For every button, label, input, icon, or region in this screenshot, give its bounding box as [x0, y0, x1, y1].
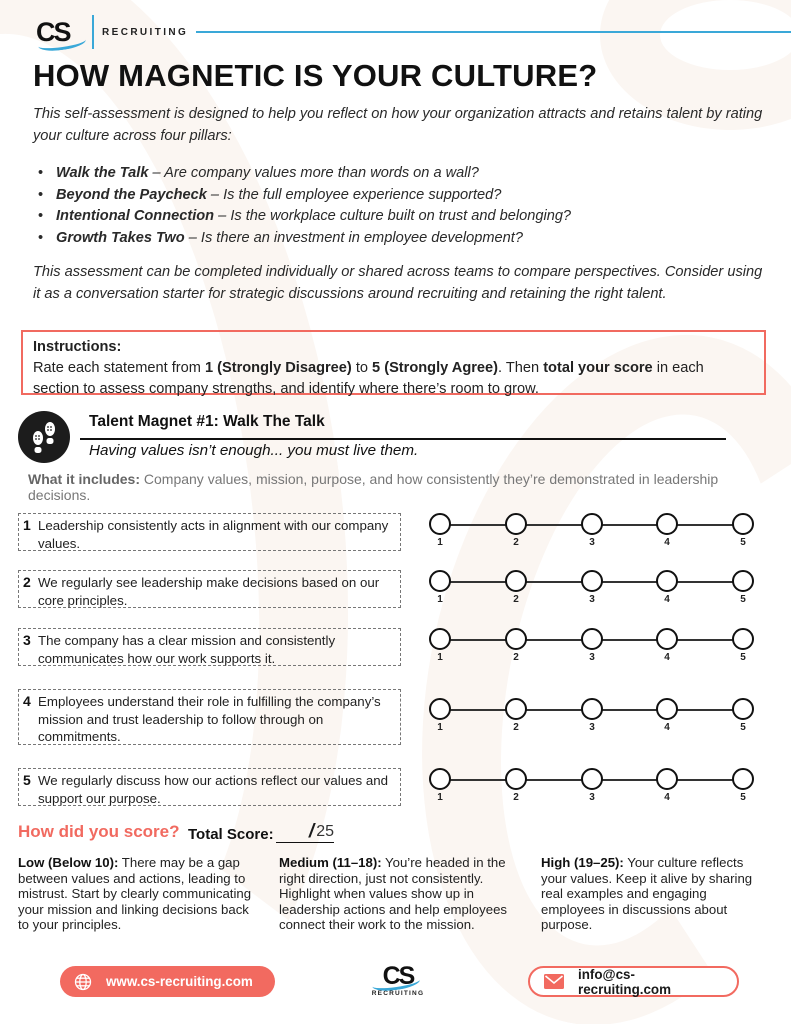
rating-option-1[interactable]: 1 [428, 768, 452, 803]
radio-circle-icon[interactable] [429, 570, 451, 592]
radio-circle-icon[interactable] [429, 628, 451, 650]
rating-option-1[interactable]: 1 [428, 698, 452, 733]
rating-option-2[interactable]: 2 [504, 570, 528, 605]
radio-circle-icon[interactable] [429, 698, 451, 720]
radio-circle-icon[interactable] [656, 570, 678, 592]
rating-option-2[interactable]: 2 [504, 628, 528, 663]
pillars-list [38, 163, 758, 249]
rating-option-3[interactable]: 3 [580, 628, 604, 663]
intro-text: This self-assessment is designed to help you reflect on how your organization attracts and retains talent by rating your culture across four pillars: [33, 106, 763, 144]
instructions-title: Instructions: [33, 339, 122, 355]
rating-option-5[interactable]: 5 [731, 698, 755, 733]
cs-logo: CS [36, 14, 86, 50]
statement-1: 1 Leadership consistently acts in alignment with our company values. [18, 513, 401, 551]
rating-option-3[interactable]: 3 [580, 698, 604, 733]
header-rule [196, 31, 791, 33]
statement-3: 3 The company has a clear mission and consistently communicates how our work supports it. [18, 628, 401, 666]
rating-option-2[interactable]: 2 [504, 698, 528, 733]
email-link[interactable]: info@cs-recruiting.com [528, 966, 739, 997]
website-link[interactable]: www.cs-recruiting.com [60, 966, 275, 997]
pillar-item: • Growth Takes Two – Is there an investment in employee development? [38, 229, 523, 246]
rating-option-5[interactable]: 5 [731, 768, 755, 803]
pillar-item: • Intentional Connection – Is the workplace culture built on trust and belonging? [38, 208, 572, 224]
envelope-icon [544, 974, 564, 989]
radio-circle-icon[interactable] [581, 628, 603, 650]
score-heading: How did you score? [18, 822, 180, 841]
tier-low: Low (Below 10): There may be a gap between values and actions, leading to mistrust. Start by clearly communicating your mission and linking decisions back to your principles. [18, 855, 252, 932]
rating-option-5[interactable]: 5 [731, 570, 755, 605]
radio-circle-icon[interactable] [732, 768, 754, 790]
pillar-item: • Beyond the Paycheck – Is the full employee experience supported? [38, 186, 502, 203]
globe-icon [74, 973, 92, 991]
radio-circle-icon[interactable] [429, 768, 451, 790]
rating-scale-5 [428, 768, 758, 806]
rating-option-5[interactable]: 5 [731, 628, 755, 663]
logo-divider [92, 15, 94, 49]
radio-circle-icon[interactable] [505, 513, 527, 535]
closing-text: This assessment can be completed individually or shared across teams to compare perspectives. Consider using it as a conversation starter for strategic discussions around recruiting and retaining the right talent. [33, 264, 763, 302]
rating-scale-2 [428, 570, 758, 608]
radio-circle-icon[interactable] [505, 570, 527, 592]
rating-option-4[interactable]: 4 [655, 628, 679, 663]
statement-2: 2 We regularly see leadership make decisions based on our core principles. [18, 570, 401, 608]
radio-circle-icon[interactable] [656, 628, 678, 650]
header [36, 14, 791, 50]
rating-option-1[interactable]: 1 [428, 513, 452, 548]
pillar-item: • Walk the Talk – Are company values more than words on a wall? [38, 165, 479, 181]
radio-circle-icon[interactable] [732, 570, 754, 592]
footer-logo: CS RECRUITING [371, 962, 425, 997]
rating-option-3[interactable]: 3 [580, 768, 604, 803]
footprints-icon [18, 411, 70, 463]
max-score: 25 [316, 823, 334, 840]
rating-option-3[interactable]: 3 [580, 570, 604, 605]
radio-circle-icon[interactable] [656, 698, 678, 720]
radio-circle-icon[interactable] [732, 698, 754, 720]
rating-option-2[interactable]: 2 [504, 513, 528, 548]
radio-circle-icon[interactable] [656, 513, 678, 535]
section-subtitle: Having values isn’t enough... you must live them. [89, 442, 419, 459]
radio-circle-icon[interactable] [732, 628, 754, 650]
rating-scale-1 [428, 513, 758, 551]
radio-circle-icon[interactable] [581, 768, 603, 790]
rating-option-4[interactable]: 4 [655, 698, 679, 733]
rating-option-4[interactable]: 4 [655, 570, 679, 605]
radio-circle-icon[interactable] [429, 513, 451, 535]
page-title: HOW MAGNETIC IS YOUR CULTURE? [33, 58, 598, 93]
total-score-label: Total Score: [188, 826, 274, 843]
rating-option-1[interactable]: 1 [428, 570, 452, 605]
rating-option-4[interactable]: 4 [655, 768, 679, 803]
instructions-box: Instructions: Rate each statement from 1 (Strongly Disagree) to 5 (Strongly Agree). Then total your score in each section to assess company strengths, and identify where there’s room to grow. [21, 330, 766, 395]
rating-scale-3 [428, 628, 758, 666]
statement-5: 5 We regularly discuss how our actions reflect our values and support our purpose. [18, 768, 401, 806]
radio-circle-icon[interactable] [505, 768, 527, 790]
section-divider [80, 438, 726, 440]
total-score-field[interactable]: / 25 [276, 821, 334, 843]
radio-circle-icon[interactable] [656, 768, 678, 790]
logo-subtitle: RECRUITING [102, 26, 189, 38]
rating-option-2[interactable]: 2 [504, 768, 528, 803]
radio-circle-icon[interactable] [581, 570, 603, 592]
rating-option-5[interactable]: 5 [731, 513, 755, 548]
rating-option-3[interactable]: 3 [580, 513, 604, 548]
section-includes: What it includes: Company values, mission, purpose, and how consistently they’re demonstrated in leadership decisions. [28, 471, 719, 503]
rating-option-4[interactable]: 4 [655, 513, 679, 548]
statement-4: 4 Employees understand their role in fulfilling the company’s mission and trust leadership to follow through on commitments. [18, 689, 401, 745]
tier-high: High (19–25): Your culture reflects your values. Keep it alive by sharing real examples and engaging employees in discussions about purpose. [541, 855, 753, 932]
radio-circle-icon[interactable] [581, 698, 603, 720]
radio-circle-icon[interactable] [505, 628, 527, 650]
rating-option-1[interactable]: 1 [428, 628, 452, 663]
tier-medium: Medium (11–18): You’re headed in the right direction, just not consistently. Highlight when values show up in leadership actions and help employees connect their work to the mission. [279, 855, 507, 932]
section-title: Talent Magnet #1: Walk The Talk [89, 413, 325, 430]
radio-circle-icon[interactable] [505, 698, 527, 720]
radio-circle-icon[interactable] [732, 513, 754, 535]
rating-scale-4 [428, 698, 758, 736]
radio-circle-icon[interactable] [581, 513, 603, 535]
